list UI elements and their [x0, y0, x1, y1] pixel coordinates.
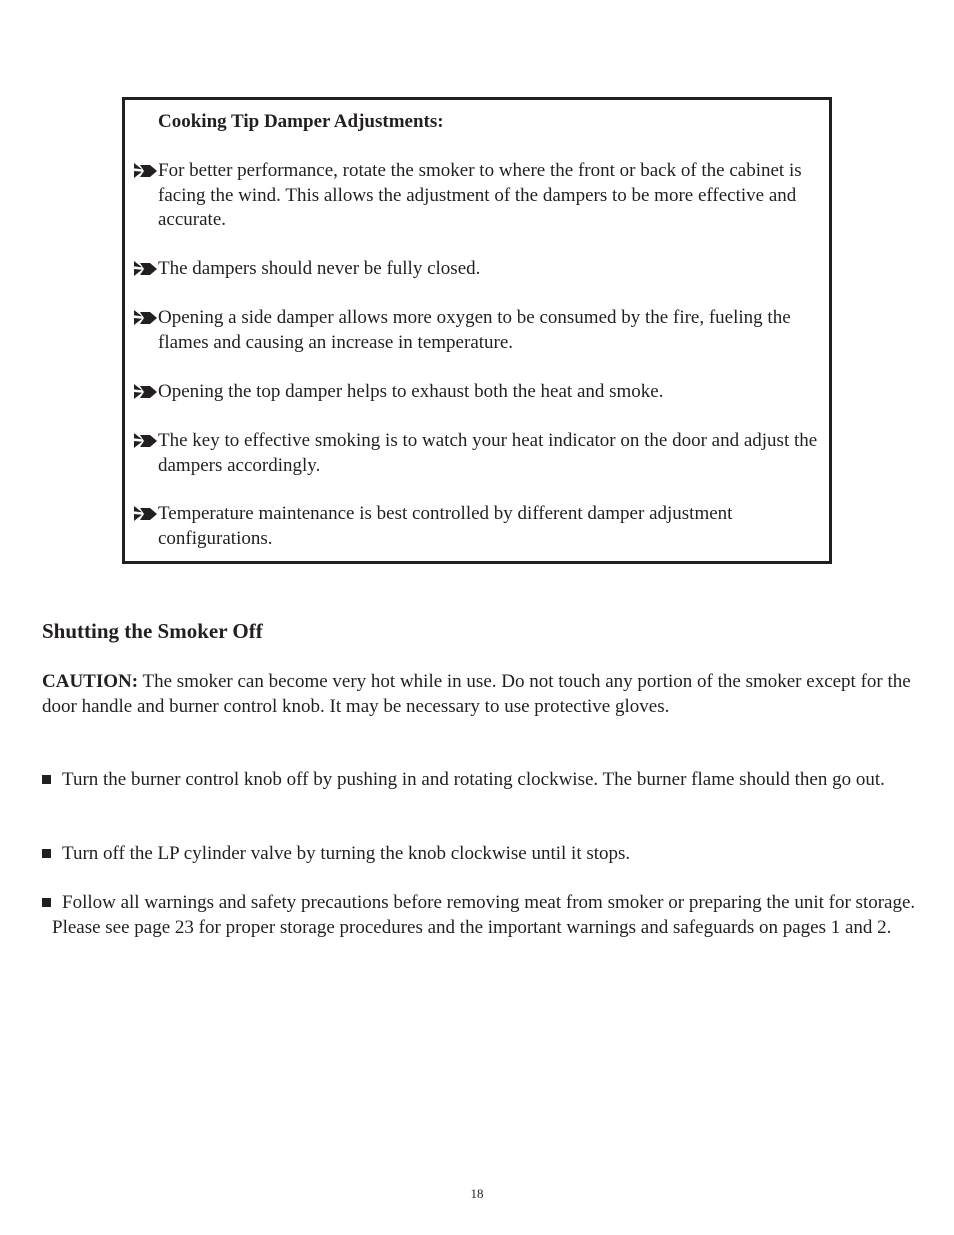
square-bullet-icon	[42, 898, 51, 907]
arrow-bullet-icon	[133, 380, 157, 404]
arrow-bullet-icon	[133, 429, 157, 453]
cooking-tip-title: Cooking Tip Damper Adjustments:	[158, 111, 444, 132]
tip-item	[133, 380, 823, 405]
arrow-bullet-icon	[133, 306, 157, 330]
caution-label: CAUTION:	[42, 671, 139, 692]
step-item	[52, 841, 922, 866]
step-item	[52, 890, 922, 940]
tip-item	[133, 257, 823, 282]
step-text: Turn the burner control knob off by pushing in and rotating clockwise. The burner flame should then go out.	[62, 769, 885, 790]
step-item	[52, 767, 922, 792]
caution-paragraph	[42, 669, 922, 719]
tip-item-text: The dampers should never be fully closed.	[158, 258, 481, 279]
step-text: Follow all warnings and safety precautions before removing meat from smoker or preparing the unit for storage. Please see page 23 for proper storage procedures and the important warnings and safeguards on pages 1 and 2.	[52, 892, 916, 938]
tip-item	[133, 502, 823, 551]
arrow-bullet-icon	[133, 159, 157, 183]
page-number: 18	[470, 1186, 484, 1201]
step-text: Turn off the LP cylinder valve by turning the knob clockwise until it stops.	[62, 843, 631, 864]
tip-item	[133, 429, 823, 478]
arrow-bullet-icon	[133, 257, 157, 281]
tip-item-text: Temperature maintenance is best controlled by different damper adjustment configurations.	[158, 503, 733, 549]
tip-item-text: Opening the top damper helps to exhaust both the heat and smoke.	[158, 381, 664, 402]
tip-item-text: For better performance, rotate the smoker to where the front or back of the cabinet is facing the wind. This allows the adjustment of the dampers to be more effective and accurate.	[158, 160, 802, 230]
tip-item	[133, 306, 823, 355]
caution-text: The smoker can become very hot while in use. Do not touch any portion of the smoker except for the door handle and burner control knob. It may be necessary to use protective gloves.	[42, 671, 911, 717]
section-heading: Shutting the Smoker Off	[42, 619, 263, 643]
tip-item	[133, 159, 823, 233]
square-bullet-icon	[42, 775, 51, 784]
tip-item-text: Opening a side damper allows more oxygen to be consumed by the fire, fueling the flames and causing an increase in temperature.	[158, 307, 791, 353]
tip-item-text: The key to effective smoking is to watch your heat indicator on the door and adjust the dampers accordingly.	[158, 430, 818, 476]
arrow-bullet-icon	[133, 502, 157, 526]
square-bullet-icon	[42, 849, 51, 858]
